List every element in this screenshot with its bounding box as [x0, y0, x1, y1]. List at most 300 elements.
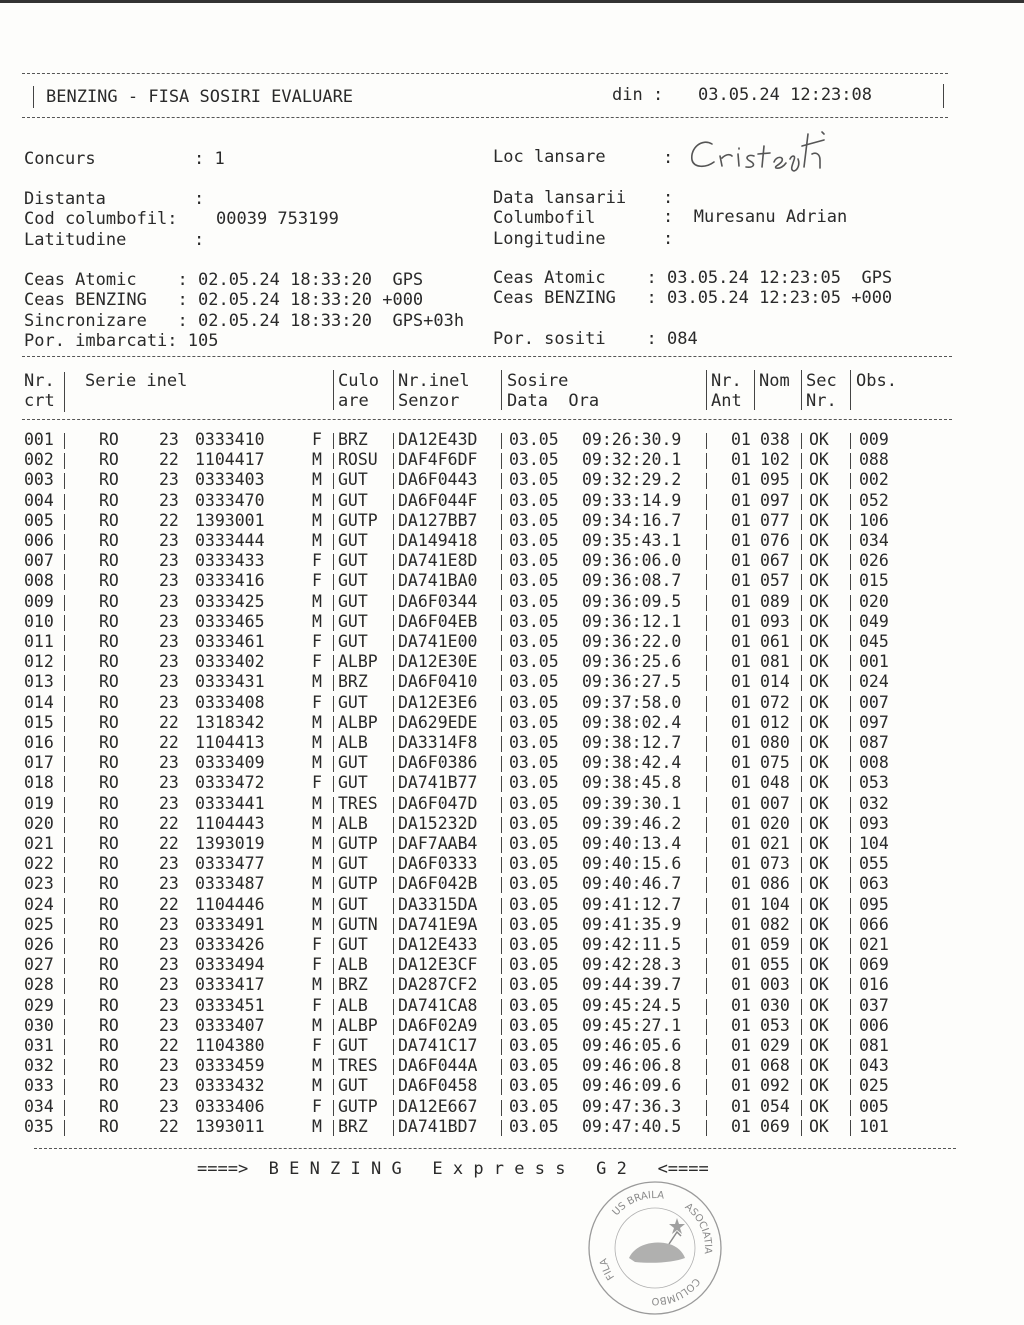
row-divider: [333, 1019, 334, 1035]
latitudine-value: :: [194, 230, 205, 250]
row-divider: [333, 716, 334, 732]
row-divider: [393, 716, 394, 732]
cell-antenna: 01: [731, 793, 751, 813]
cell-ring-number: 0333491: [195, 914, 265, 934]
row-divider: [501, 857, 502, 873]
row-divider: [801, 1079, 802, 1095]
report-date-label: din :: [612, 85, 664, 105]
cell-ring-number: 0333470: [195, 490, 265, 510]
cell-nr-crt: 022: [24, 854, 54, 874]
table-row: [0, 753, 1000, 773]
cell-sex: M: [312, 450, 322, 470]
row-divider: [801, 978, 802, 994]
data-lansarii-label: Data lansarii: [493, 188, 627, 208]
cell-obs: 052: [859, 490, 889, 510]
cell-sex: M: [312, 874, 322, 894]
cell-ring-number: 0333407: [195, 1015, 265, 1035]
cell-year: 23: [159, 1076, 179, 1096]
row-divider: [64, 574, 65, 590]
cell-sensor-id: DA15232D: [398, 813, 478, 833]
row-divider: [393, 776, 394, 792]
row-divider: [333, 696, 334, 712]
cell-color: TRES: [338, 1056, 378, 1076]
cell-year: 23: [159, 1015, 179, 1035]
cell-arrival-time: 09:42:11.5: [582, 935, 682, 954]
row-divider: [393, 696, 394, 712]
cell-obs: 006: [859, 1015, 889, 1035]
cell-arrival-date: 03.05: [509, 672, 559, 692]
cell-arrival-time: 09:42:28.3: [582, 955, 682, 975]
row-divider: [64, 756, 65, 772]
header-bottom-rule: [22, 117, 948, 118]
cell-nr-crt: 024: [24, 894, 54, 914]
cell-year: 23: [159, 1056, 179, 1076]
row-divider: [801, 1100, 802, 1116]
cell-antenna: 01: [731, 652, 751, 672]
cell-arrival-date: 03.05: [509, 611, 559, 631]
row-divider: [64, 1039, 65, 1055]
row-divider: [64, 837, 65, 853]
table-row: [0, 511, 1000, 531]
cell-color: GUTP: [338, 834, 378, 853]
col-sosire-header-2: Data Ora: [507, 391, 600, 411]
cell-nr-crt: 003: [24, 470, 54, 490]
longitudine-value: :: [663, 229, 674, 249]
cell-year: 23: [159, 611, 179, 631]
handwritten-location: [684, 126, 834, 176]
row-divider: [801, 999, 802, 1015]
cell-ring-number: 1104380: [195, 1036, 265, 1055]
table-row: [0, 531, 1000, 551]
cell-obs: 049: [859, 611, 889, 631]
row-divider: [706, 837, 707, 853]
cell-color: TRES: [338, 793, 378, 813]
cell-nom: 068: [760, 1056, 790, 1076]
cell-year: 23: [159, 995, 179, 1015]
cell-sensor-id: DA629EDE: [398, 712, 478, 732]
cell-year: 23: [159, 591, 179, 611]
cell-country: RO: [99, 510, 119, 530]
row-divider: [64, 817, 65, 833]
cell-year: 22: [159, 894, 179, 914]
row-divider: [64, 534, 65, 550]
cell-ring-number: 0333402: [195, 652, 265, 672]
cell-nr-crt: 011: [24, 632, 54, 651]
cell-sensor-id: DA3314F8: [398, 733, 478, 752]
cell-sec: OK: [809, 1036, 829, 1055]
row-divider: [393, 635, 394, 651]
cell-arrival-date: 03.05: [509, 874, 559, 894]
cell-sex: M: [312, 510, 322, 530]
row-divider: [706, 554, 707, 570]
row-divider: [706, 938, 707, 954]
cell-year: 22: [159, 733, 179, 752]
row-divider: [501, 675, 502, 691]
cell-arrival-time: 09:39:30.1: [582, 793, 682, 813]
row-divider: [64, 1100, 65, 1116]
row-divider: [801, 918, 802, 934]
cell-arrival-date: 03.05: [509, 591, 559, 611]
row-divider: [64, 958, 65, 974]
cell-color: GUTP: [338, 510, 378, 530]
row-divider: [801, 635, 802, 651]
row-divider: [333, 1100, 334, 1116]
row-divider: [850, 958, 851, 974]
row-divider: [333, 655, 334, 671]
row-divider: [706, 817, 707, 833]
cell-obs: 095: [859, 894, 889, 914]
header-left-bar: [33, 86, 34, 108]
cell-nom: 014: [760, 672, 790, 692]
cell-sensor-id: DAF7AAB4: [398, 834, 478, 853]
row-divider: [706, 797, 707, 813]
cell-sensor-id: DA6F0333: [398, 854, 478, 874]
row-divider: [706, 635, 707, 651]
cell-ring-number: 0333417: [195, 975, 265, 995]
cell-arrival-date: 03.05: [509, 894, 559, 914]
row-divider: [801, 655, 802, 671]
cell-antenna: 01: [731, 632, 751, 651]
cell-country: RO: [99, 793, 119, 813]
cell-obs: 104: [859, 834, 889, 853]
row-divider: [333, 978, 334, 994]
cell-nr-crt: 006: [24, 531, 54, 550]
cell-sex: M: [312, 591, 322, 611]
cell-arrival-time: 09:47:40.5: [582, 1116, 682, 1136]
row-divider: [801, 857, 802, 873]
porumbei-imbarcati: Por. imbarcati: 105: [24, 331, 219, 351]
row-divider: [333, 635, 334, 651]
cell-sec: OK: [809, 813, 829, 833]
cell-ring-number: 0333441: [195, 793, 265, 813]
cell-nom: 092: [760, 1076, 790, 1096]
row-divider: [501, 696, 502, 712]
row-divider: [393, 514, 394, 530]
cell-country: RO: [99, 712, 119, 732]
row-divider: [850, 453, 851, 469]
cell-arrival-date: 03.05: [509, 470, 559, 490]
cell-nr-crt: 023: [24, 874, 54, 894]
cell-ring-number: 0333426: [195, 935, 265, 954]
row-divider: [64, 877, 65, 893]
cell-color: GUT: [338, 1076, 368, 1096]
table-top-rule: [22, 356, 952, 357]
row-divider: [393, 473, 394, 489]
cell-obs: 007: [859, 692, 889, 712]
cell-sex: M: [312, 470, 322, 490]
header-divider-4: [501, 370, 502, 410]
table-row: [0, 1076, 1000, 1096]
row-divider: [333, 958, 334, 974]
row-divider: [333, 534, 334, 550]
report-title: BENZING - FISA SOSIRI EVALUARE: [46, 87, 354, 107]
cell-antenna: 01: [731, 1015, 751, 1035]
cell-arrival-date: 03.05: [509, 914, 559, 934]
cell-sensor-id: DA741E9A: [398, 914, 478, 934]
table-row: [0, 632, 1000, 652]
row-divider: [393, 797, 394, 813]
cell-arrival-date: 03.05: [509, 975, 559, 995]
cell-ring-number: 0333416: [195, 571, 265, 591]
row-divider: [706, 655, 707, 671]
cell-sex: F: [312, 935, 322, 954]
cell-sensor-id: DA6F04EB: [398, 611, 478, 631]
cell-obs: 002: [859, 470, 889, 490]
table-row: [0, 915, 1000, 935]
cell-nom: 030: [760, 995, 790, 1015]
row-divider: [333, 857, 334, 873]
cell-country: RO: [99, 611, 119, 631]
cell-arrival-time: 09:26:30.9: [582, 430, 682, 449]
row-divider: [706, 978, 707, 994]
cell-antenna: 01: [731, 813, 751, 833]
table-row: [0, 854, 1000, 874]
cell-nr-crt: 031: [24, 1036, 54, 1055]
cell-nom: 104: [760, 894, 790, 914]
row-divider: [64, 797, 65, 813]
row-divider: [801, 675, 802, 691]
row-divider: [333, 736, 334, 752]
row-divider: [706, 958, 707, 974]
cell-sensor-id: DA12E30E: [398, 652, 478, 672]
cell-sec: OK: [809, 652, 829, 672]
cell-antenna: 01: [731, 672, 751, 692]
row-divider: [850, 1079, 851, 1095]
cell-arrival-date: 03.05: [509, 692, 559, 712]
cell-sec: OK: [809, 712, 829, 732]
row-divider: [64, 1059, 65, 1075]
row-divider: [393, 958, 394, 974]
cell-antenna: 01: [731, 591, 751, 611]
cell-sec: OK: [809, 551, 829, 571]
cell-sec: OK: [809, 1116, 829, 1136]
row-divider: [333, 797, 334, 813]
cell-sensor-id: DA741B77: [398, 773, 478, 793]
row-divider: [393, 433, 394, 449]
table-row: [0, 470, 1000, 490]
table-row: [0, 733, 1000, 753]
row-divider: [850, 877, 851, 893]
row-divider: [64, 938, 65, 954]
table-row: [0, 1056, 1000, 1076]
table-row: [0, 794, 1000, 814]
cell-arrival-time: 09:37:58.0: [582, 692, 682, 712]
cell-arrival-time: 09:40:13.4: [582, 834, 682, 853]
cell-arrival-date: 03.05: [509, 1076, 559, 1096]
cell-antenna: 01: [731, 531, 751, 550]
cell-obs: 021: [859, 935, 889, 954]
table-row: [0, 996, 1000, 1016]
report-date-value: 03.05.24 12:23:08: [698, 85, 872, 105]
cell-antenna: 01: [731, 1096, 751, 1116]
cell-sex: M: [312, 975, 322, 995]
row-divider: [501, 1059, 502, 1075]
cell-country: RO: [99, 773, 119, 793]
row-divider: [850, 797, 851, 813]
cell-year: 23: [159, 854, 179, 874]
cell-sensor-id: DA6F044A: [398, 1056, 478, 1076]
cell-arrival-time: 09:32:29.2: [582, 470, 682, 490]
header-divider-5: [706, 370, 707, 410]
cell-nom: 055: [760, 955, 790, 975]
columbofil-label: Columbofil: [493, 208, 596, 228]
row-divider: [706, 514, 707, 530]
cell-arrival-time: 09:38:02.4: [582, 712, 682, 732]
cell-nr-crt: 034: [24, 1096, 54, 1116]
row-divider: [501, 595, 502, 611]
cell-obs: 106: [859, 510, 889, 530]
row-divider: [501, 837, 502, 853]
row-divider: [501, 514, 502, 530]
row-divider: [333, 837, 334, 853]
row-divider: [501, 938, 502, 954]
col-senzor-header-1: Nr.inel: [398, 371, 470, 391]
cell-color: GUT: [338, 470, 368, 490]
cell-year: 23: [159, 975, 179, 995]
row-divider: [801, 1059, 802, 1075]
cell-sec: OK: [809, 632, 829, 651]
cell-ring-number: 0333465: [195, 611, 265, 631]
row-divider: [706, 494, 707, 510]
cell-year: 23: [159, 935, 179, 954]
cell-sec: OK: [809, 914, 829, 934]
cell-sensor-id: DA127BB7: [398, 510, 478, 530]
cell-arrival-date: 03.05: [509, 1056, 559, 1076]
row-divider: [850, 1100, 851, 1116]
cell-obs: 037: [859, 995, 889, 1015]
row-divider: [64, 857, 65, 873]
cell-antenna: 01: [731, 975, 751, 995]
cell-obs: 093: [859, 813, 889, 833]
row-divider: [850, 574, 851, 590]
cell-country: RO: [99, 470, 119, 490]
header-divider-7: [801, 370, 802, 410]
row-divider: [850, 978, 851, 994]
cell-color: GUT: [338, 1036, 368, 1055]
row-divider: [706, 756, 707, 772]
cell-antenna: 01: [731, 551, 751, 571]
cell-arrival-date: 03.05: [509, 551, 559, 571]
col-culoare-header-2: are: [338, 391, 369, 411]
cell-nom: 020: [760, 813, 790, 833]
row-divider: [801, 473, 802, 489]
cell-year: 23: [159, 470, 179, 490]
row-divider: [850, 635, 851, 651]
cell-ring-number: 1393011: [195, 1116, 265, 1136]
cell-ring-number: 0333461: [195, 632, 265, 651]
row-divider: [393, 978, 394, 994]
cell-sec: OK: [809, 995, 829, 1015]
cell-sec: OK: [809, 854, 829, 874]
cell-year: 23: [159, 955, 179, 975]
loc-lansare-value: :: [663, 148, 674, 168]
cell-obs: 053: [859, 773, 889, 793]
row-divider: [393, 675, 394, 691]
col-serie-header: Serie inel: [85, 371, 188, 391]
row-divider: [333, 898, 334, 914]
cell-sec: OK: [809, 874, 829, 894]
cell-nr-crt: 025: [24, 914, 54, 934]
cell-obs: 043: [859, 1056, 889, 1076]
row-divider: [706, 1039, 707, 1055]
cell-antenna: 01: [731, 571, 751, 591]
cell-antenna: 01: [731, 955, 751, 975]
ceas-atomic-end: Ceas Atomic : 03.05.24 12:23:05 GPS: [493, 268, 893, 288]
row-divider: [393, 837, 394, 853]
row-divider: [850, 918, 851, 934]
cell-arrival-date: 03.05: [509, 430, 559, 449]
cell-sex: M: [312, 1056, 322, 1076]
cell-year: 23: [159, 672, 179, 692]
cell-nom: 057: [760, 571, 790, 591]
cell-color: GUT: [338, 935, 368, 954]
cell-sensor-id: DA741CA8: [398, 995, 478, 1015]
cell-obs: 026: [859, 551, 889, 571]
cell-country: RO: [99, 975, 119, 995]
cell-ring-number: 1393019: [195, 834, 265, 853]
cell-antenna: 01: [731, 733, 751, 752]
row-divider: [850, 817, 851, 833]
cell-arrival-date: 03.05: [509, 510, 559, 530]
row-divider: [850, 696, 851, 712]
row-divider: [333, 615, 334, 631]
stamp-text-top: US BRAILA: [610, 1189, 665, 1219]
cell-antenna: 01: [731, 935, 751, 954]
row-divider: [501, 494, 502, 510]
row-divider: [64, 494, 65, 510]
cell-arrival-time: 09:33:14.9: [582, 490, 682, 510]
cell-sensor-id: DA6F047D: [398, 793, 478, 813]
col-obs-header: Obs.: [856, 371, 897, 391]
cell-antenna: 01: [731, 753, 751, 773]
cell-arrival-date: 03.05: [509, 1116, 559, 1136]
row-divider: [501, 433, 502, 449]
row-divider: [801, 534, 802, 550]
row-divider: [393, 494, 394, 510]
row-divider: [801, 898, 802, 914]
row-divider: [850, 898, 851, 914]
row-divider: [333, 433, 334, 449]
cell-arrival-date: 03.05: [509, 490, 559, 510]
cell-color: BRZ: [338, 1116, 368, 1136]
row-divider: [501, 756, 502, 772]
row-divider: [706, 776, 707, 792]
cell-sec: OK: [809, 450, 829, 470]
cell-nr-crt: 012: [24, 652, 54, 672]
table-row: [0, 895, 1000, 915]
cell-color: GUTP: [338, 1096, 378, 1116]
table-row: [0, 713, 1000, 733]
cell-obs: 025: [859, 1076, 889, 1096]
cell-arrival-time: 09:34:16.7: [582, 510, 682, 530]
cell-country: RO: [99, 874, 119, 894]
cell-country: RO: [99, 854, 119, 874]
cell-country: RO: [99, 955, 119, 975]
cell-antenna: 01: [731, 510, 751, 530]
cell-sec: OK: [809, 753, 829, 773]
cell-sex: F: [312, 773, 322, 793]
cell-country: RO: [99, 531, 119, 550]
cell-nr-crt: 033: [24, 1076, 54, 1096]
row-divider: [801, 736, 802, 752]
cell-arrival-time: 09:45:24.5: [582, 995, 682, 1015]
header-divider-1: [64, 372, 65, 412]
cell-antenna: 01: [731, 611, 751, 631]
cell-color: ALBP: [338, 712, 378, 732]
cell-country: RO: [99, 551, 119, 571]
cell-sec: OK: [809, 510, 829, 530]
cell-ring-number: 0333494: [195, 955, 265, 975]
